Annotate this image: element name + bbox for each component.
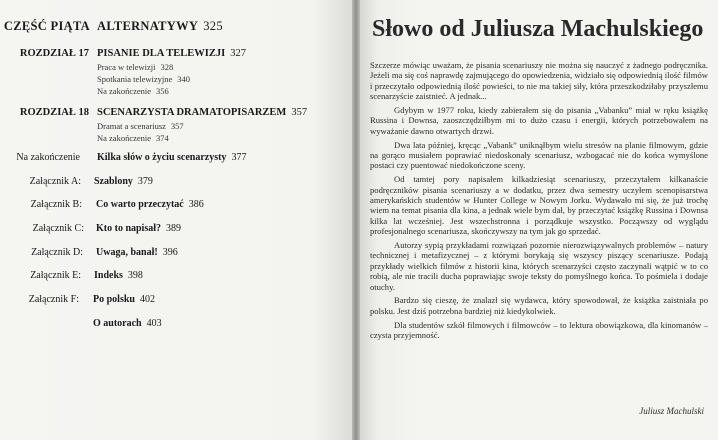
appendix-label: Załącznik B: [30,199,82,210]
appendix-title: Po polsku 402 [93,294,155,305]
appendix-label: Załącznik C: [32,223,84,234]
essay-paragraph: Bardzo się cieszę, że znalazł się wydawca, który spowodował, że książka zaistniała po polsku. Jest dziś potrzebna bardziej niż kiedykolwiek. [370,295,708,316]
appendix-label: Załącznik D: [31,247,83,258]
part-page: 325 [203,19,223,33]
part-label: CZĘŚĆ PIĄTA [3,19,90,33]
subsection-item: Dramat a scenariusz 357 [97,121,184,131]
appendix-title: Szablony 379 [94,176,153,187]
signature: Juliusz Machulski [639,406,704,416]
appendix-title: Indeks 398 [94,270,143,281]
appendix-title: O autorach 403 [93,318,162,329]
essay-paragraph: Autorzy sypią przykładami rozwiązań pozornie nierozwiązywalnych problemów – natury technicznej i metafizycznej – z którymi borykają się wszyscy piszący scenariusze. Podają przykłady wielkich filmów z historii kina, których scenarzyści często zaczynali wątpić w to co robią, ale nie tracili ducha poprawiając swoje teksty do pomyślnego końca. To pośmiela i dodaje otuchy. [370,240,708,292]
essay-paragraph: Gdybym w 1977 roku, kiedy zabierałem się do pisania „Vabanku” miał w ręku książkę Russina i Downsa, zaoszczędziłbym mi to dużo czasu i energii, których potrzebowałem na wyważanie dawno otwartych drzwi. [370,105,708,136]
chapter-label: ROZDZIAŁ 18 [19,107,89,118]
appendix-title: Co warto przeczytać 386 [96,199,204,210]
subsection-item: Na zakończenie 374 [97,133,169,143]
appendix-title: Kilka słów o życiu scenarzysty 377 [97,152,247,163]
essay-paragraph: Szczerze mówiąc uważam, że pisania scenariuszy nie można się nauczyć z żadnego podręcznika. Jeżeli ma się coś naprawdę zajmującego do opowiedzenia, widziało się odpowiednią ilość filmów i przeczytało odpowiednią ilość powieści, to nie ma takiej siły, która przeszkodziłaby przyszłemu scenarzyście zaistnieć. A jednak... [370,60,708,102]
chapter-label: ROZDZIAŁ 17 [19,48,89,59]
appendix-title: Uwaga, banał! 396 [96,247,178,258]
appendix-label: Załącznik F: [28,294,79,305]
subsection-item: Praca w telewizji 328 [97,62,174,72]
part-title: ALTERNATYWY 325 [97,19,223,33]
essay-body [370,60,708,344]
essay-title: Słowo od Juliusza Machulskiego [372,16,704,42]
appendix-label: Załącznik A: [29,176,81,187]
subsection-item: Na zakończenie 356 [97,86,169,96]
essay-paragraph: Od tamtej pory napisałem kilkadziesiąt scenariuszy, przeczytałem kilkanaście podręczników pisania scenariuszy a w dodatku, przez dwa semestry uczyłem scenopisarstwa amerykańskich studentów w Hunter College w Nowym Jorku. Wydawało mi się, że już trochę wiem na temat pisania dla kina, a jednak wiele bym dał, by przeczytać książkę Russina i Downsa kilka lat wcześniej. Jest wszechstronna i porządkuje wszystko. Począwszy od wyglądu profesjonalnego scenariusza, skończywszy na tym jak go sprzedać. [370,174,708,237]
appendix-label: Załącznik E: [30,270,81,281]
essay-paragraph: Dla studentów szkół filmowych i filmowców – to lektura obowiązkowa, dla kinomanów – czysta przyjemność. [370,319,708,341]
subsection-item: Spotkania telewizyjne 340 [97,74,191,84]
book-spine [352,0,360,440]
appendix-label: Na zakończenie [16,152,80,163]
chapter-title: SCENARZYSTA DRAMATOPISARZEM 357 [97,107,308,118]
chapter-title: PISANIE DLA TELEWIZJI 327 [97,48,246,59]
essay-paragraph: Dwa lata później, kręcąc „Vabank” uniknąłbym wielu stresów na planie filmowym, gdzie na gorąco musiałem poprawiać niedoskonały scenariusz, wzbogacać nie do końca wymyślone postaci czy puentować niedokończone sceny. [370,139,708,171]
left-page [0,0,356,440]
appendix-title: Kto to napisał? 389 [96,223,182,234]
